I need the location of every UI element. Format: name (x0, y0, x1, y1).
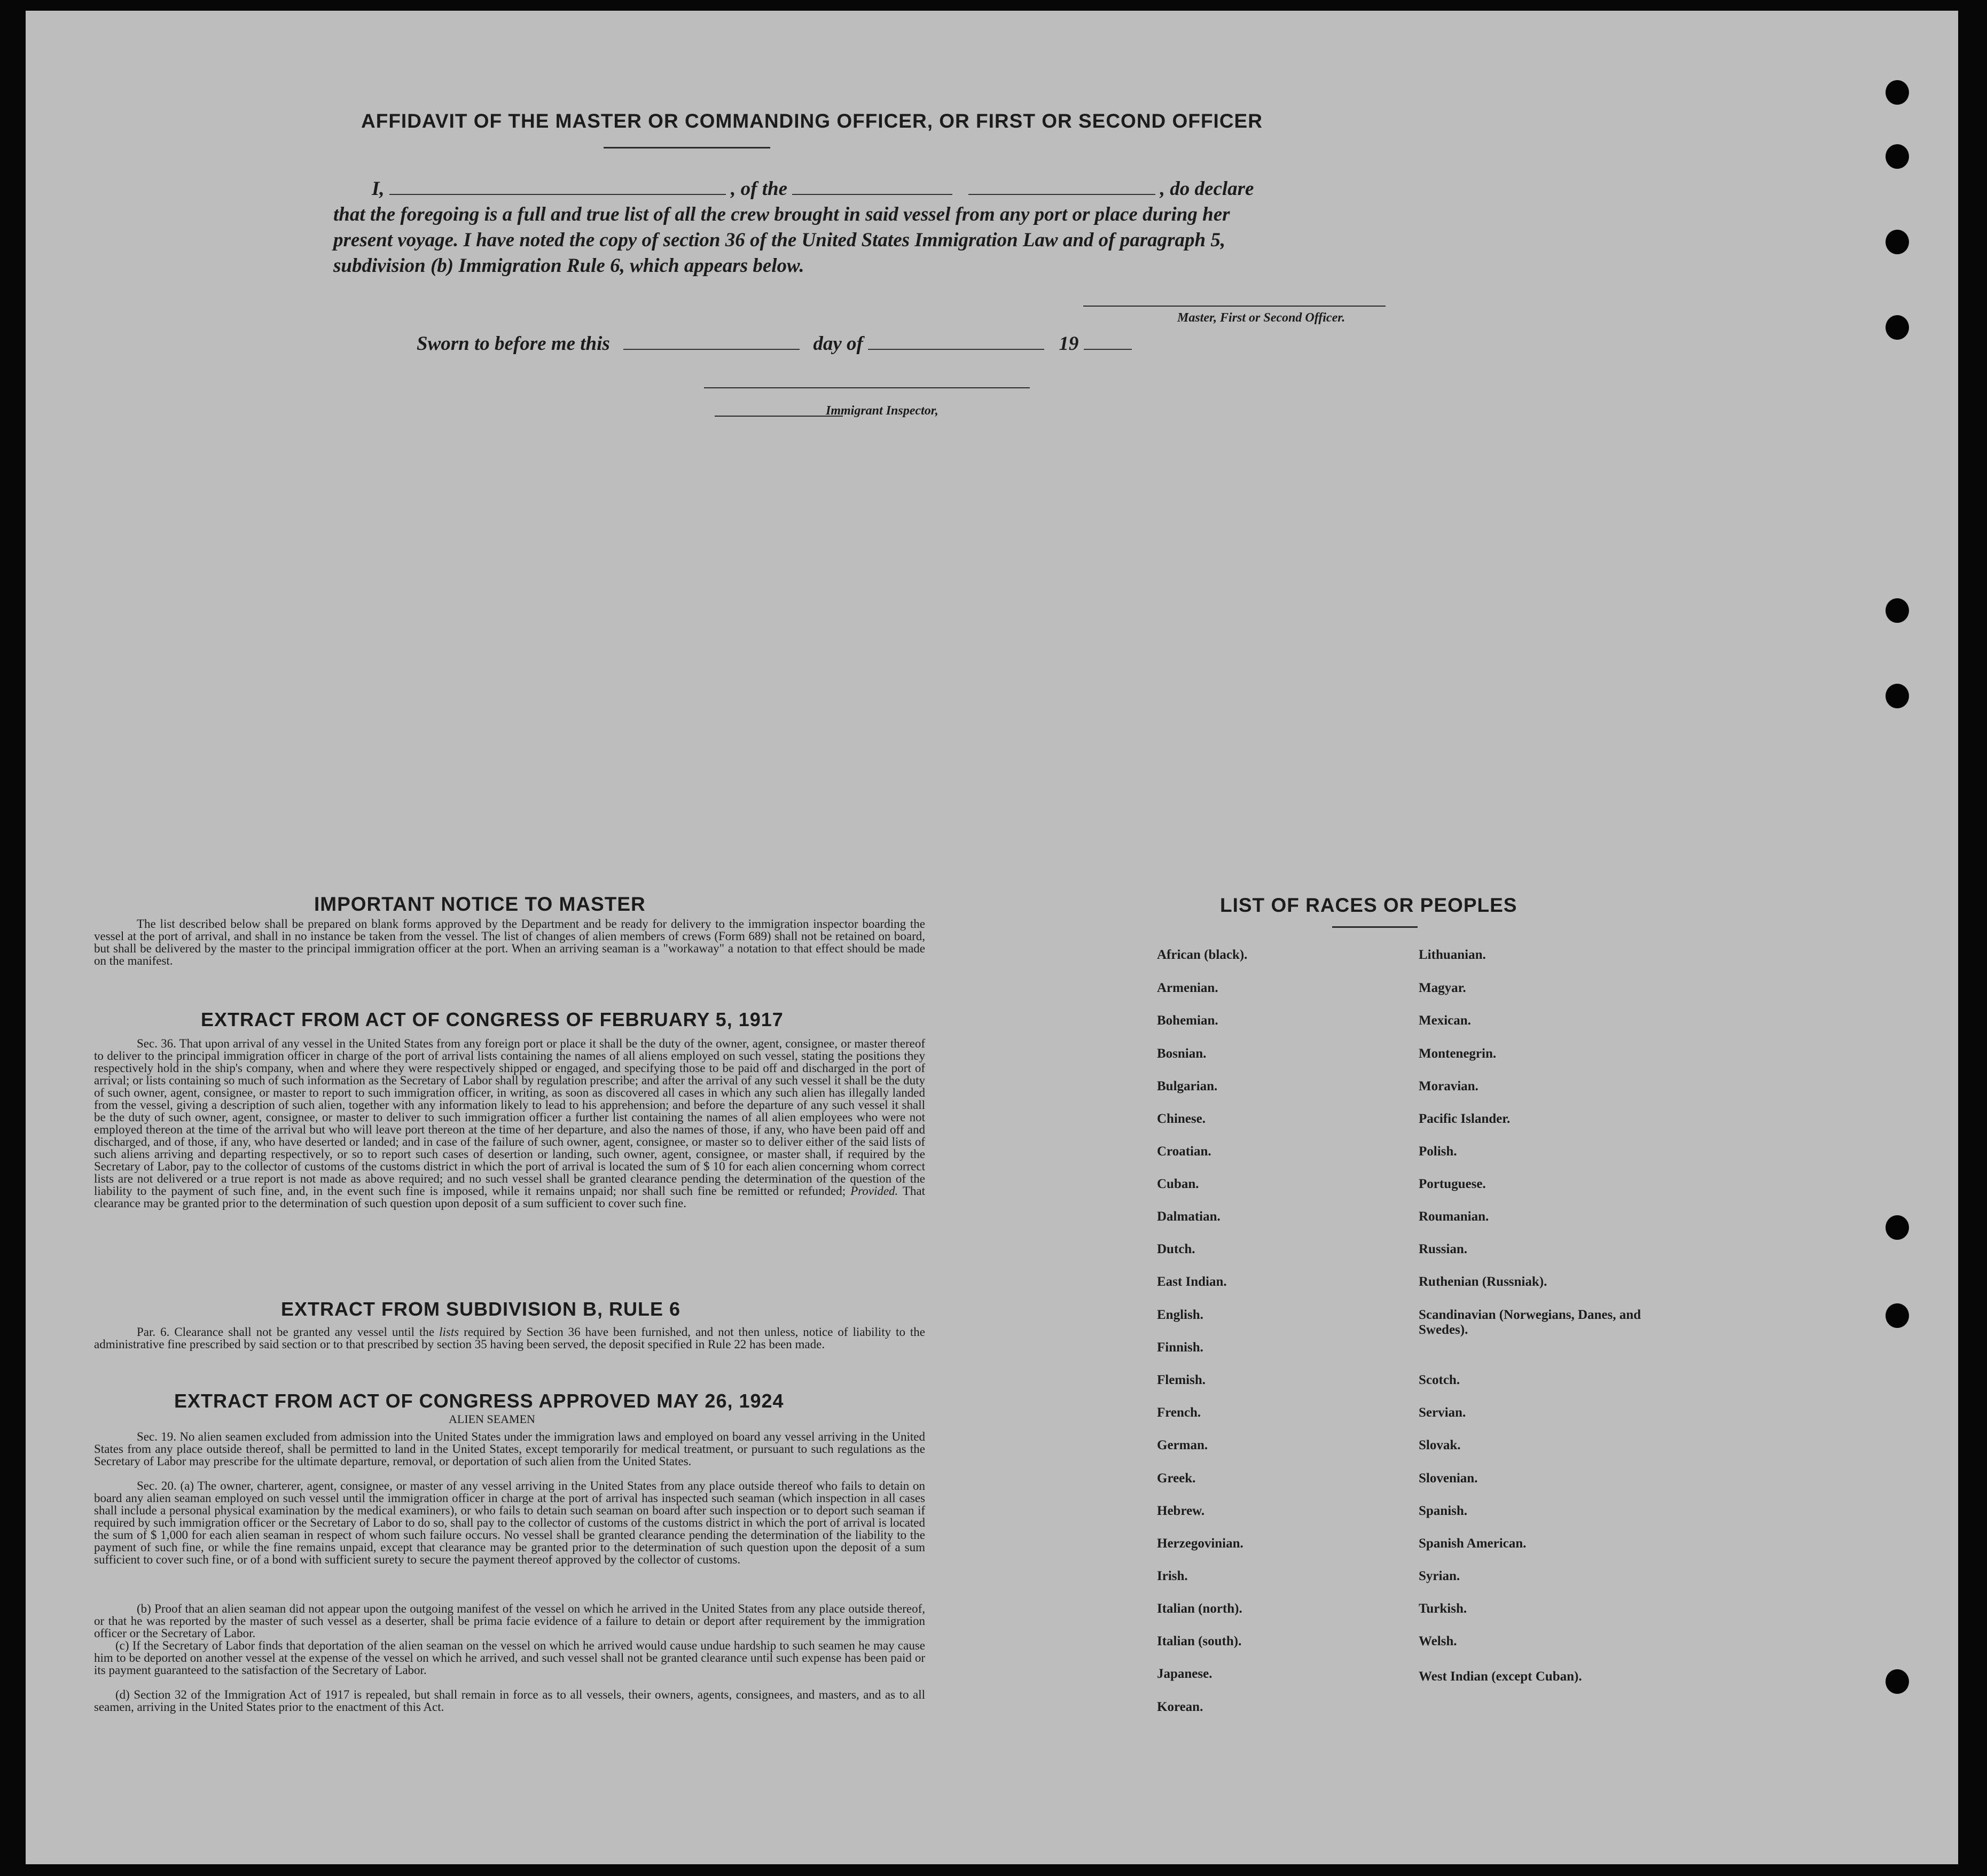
race-item: Dalmatian. (1157, 1209, 1221, 1224)
sec36-text-a: That upon arrival of any vessel in the United States from any foreign port or place it shall be the duty of the owner, agent, consignee, or master thereof to deliver to the principal immigration officer in charge of the port of arrival lists containing the names of all aliens employed on such vessel, stating the positions they respectively hold in the ship's company, when and where they were respectively shipped or engaged, and specifying those to be paid off and discharged in the port of arrival; or lists containing so much of such information as the Secretary of Labor shall by regulation prescribe; and after the arrival of any such vessel it shall be the duty of such owner, agent, consignee, or master to report to such immigration officer, in writing, as soon as discovered all cases in which any such alien has illegally landed from the vessel, giving a description of such alien, together with any information likely to lead to his apprehension; and before the departure of any such vessel it shall be the duty of such owner, agent, consignee, or master to deliver to such immigration officer a further list containing the names of all alien employees who were not employed thereon at the time of the arrival but who will leave port thereon at the time of her departure, and also the names of those, if any, who have been paid off and discharged, and of those, if any, who have deserted or landed; and in case of the failure of such owner, agent, consignee, or master so to deliver either of the said lists of such aliens arriving and departing respectively, or so to report such cases of desertion or landing, such owner, agent, consignee, or master shall, if required by the Secretary of Labor, pay to the collector of customs of the customs district in which the port of arrival is located the sum of $ 10 for each alien concerning whom correct lists are not delivered or a true report is not made as above required; and no such vessel shall be granted clearance pending the determination of the question of the liability to the payment of such fine, and, in the event such fine is imposed, while it remains unpaid; nor shall such fine be remitted or refunded; (94, 1037, 925, 1198)
inspector-short-line (715, 416, 843, 417)
race-item: Servian. (1419, 1405, 1466, 1420)
affidavit-line-4: subdivision (b) Immigration Rule 6, which appears below. (333, 255, 804, 277)
races-title-rule (1332, 926, 1418, 928)
race-item: Welsh. (1419, 1634, 1457, 1648)
race-item: Portuguese. (1419, 1177, 1486, 1191)
race-item: Armenian. (1157, 981, 1218, 995)
punch-hole (1886, 1215, 1909, 1240)
race-item: East Indian. (1157, 1275, 1227, 1289)
sec20-text: Sec. 20. (a) The owner, charterer, agent, consignee, or master of any vessel arriving in the United States from any place outside thereof who fails to detain on board any alien seaman employed on such vessel until the immigration officer in charge at the port of arrival has inspected such seaman (which inspection in all cases shall include a personal physical examination by the medical examiners), or who fails to detain such seaman on board after such inspection or to deport such seaman if required by such immigration officer or the Secretary of Labor to do so, shall pay to the collector of customs of the customs district in which the port of arrival is located the sum of $ 1,000 for each alien seaman in respect of whom such failure occurs. No vessel shall be granted clearance pending the determination of the liability to the payment of such fine, or while the fine remains unpaid, except that clearance may be granted prior to the determination of such question upon the deposit of a sum sufficient to cover such fine, or of a bond with sufficient surety to secure the payment thereof approved by the collector of customs. (94, 1479, 925, 1566)
notice-title: IMPORTANT NOTICE TO MASTER (314, 893, 646, 915)
affidavit-line-1 (372, 176, 1254, 202)
race-item: Syrian. (1419, 1569, 1460, 1583)
rule6-text-b: required by Section 36 have been furnished, and not then unless, notice of liability to the administrative fine prescribed by said section or to that prescribed by section 35 having been served, the deposit specified in Rule 22 has been made. (94, 1325, 925, 1351)
races-title: LIST OF RACES OR PEOPLES (1220, 894, 1517, 916)
race-item: Mexican. (1419, 1013, 1471, 1028)
punch-hole (1886, 684, 1909, 708)
race-item: Bohemian. (1157, 1013, 1218, 1028)
race-item: African (black). (1157, 948, 1248, 962)
punch-hole (1886, 1669, 1909, 1694)
master-signature-line[interactable] (1083, 306, 1386, 307)
race-item: Bosnian. (1157, 1046, 1207, 1061)
sec20d-text: (d) Section 32 of the Immigration Act of 1917 is repealed, but shall remain in force as to all vessels, their owners, agents, consignees, and masters, and as to all seamen, arriving in the United States prior to the enactment of this Act. (94, 1688, 925, 1714)
punch-hole (1886, 598, 1909, 623)
day-of-text: day of (813, 333, 863, 355)
sec20b-text: (b) Proof that an alien seaman did not appear upon the outgoing manifest of the vessel on which he arrived in the United States from any place outside thereof, or that he was reported by the master of such vessel as a deserter, shall be prima facie evidence of a failure to detain or deport after requirement by the immigration officer or the Secretary of Labor. (94, 1602, 925, 1640)
sworn-line (417, 331, 1132, 357)
race-item: Russian. (1419, 1242, 1468, 1256)
race-item: Irish. (1157, 1569, 1188, 1583)
race-item: Chinese. (1157, 1112, 1206, 1126)
extract-1917-text (94, 1037, 925, 1209)
provided-word: Provided. (850, 1184, 898, 1198)
vessel-blank-2[interactable] (968, 178, 1155, 195)
lists-word: lists (439, 1325, 459, 1339)
punch-hole (1886, 1303, 1909, 1328)
sec36-text-b: That clearance may be granted prior to the determination of such question upon deposit of a sum sufficient to cover such fine. (94, 1184, 925, 1210)
punch-hole (1886, 144, 1909, 169)
affidavit-title-rule (604, 147, 770, 148)
race-item: Korean. (1157, 1700, 1203, 1714)
master-label: Master, First or Second Officer. (1177, 311, 1345, 325)
rule6-text (94, 1326, 925, 1350)
do-declare-text: , do declare (1160, 178, 1254, 200)
rule6-title: EXTRACT FROM SUBDIVISION B, RULE 6 (281, 1298, 681, 1320)
race-item: French. (1157, 1405, 1201, 1420)
race-item: Flemish. (1157, 1373, 1206, 1387)
extract-1924-title: EXTRACT FROM ACT OF CONGRESS APPROVED MAY 26, 1924 (174, 1390, 784, 1412)
sec36-label: Sec. 36. (137, 1037, 176, 1050)
race-item: Scotch. (1419, 1373, 1460, 1387)
document-page (26, 11, 1958, 1864)
sworn-month-blank[interactable] (868, 333, 1044, 350)
race-item: Italian (north). (1157, 1601, 1242, 1616)
inspector-signature-line[interactable] (704, 387, 1030, 388)
race-item: German. (1157, 1438, 1208, 1452)
sec20c-text: (c) If the Secretary of Labor finds that deportation of the alien seaman on the vessel on which he arrived would cause undue hardship to such seamen he may cause him to be deported on another vessel at the expense of the vessel on which he arrived, and such vessel shall not be granted clearance until such expense has been paid or its payment guaranteed to the satisfaction of the Secretary of Labor. (94, 1639, 925, 1677)
affidavit-line-3: present voyage. I have noted the copy of section 36 of the United States Immigration Law and of paragraph 5, (333, 229, 1226, 251)
inspector-label: Immigrant Inspector, (826, 404, 938, 418)
of-the-text: , of the (731, 178, 788, 200)
race-item: Moravian. (1419, 1079, 1478, 1093)
race-item: Japanese. (1157, 1667, 1212, 1681)
race-item: Magyar. (1419, 981, 1466, 995)
race-item: Herzegovinian. (1157, 1536, 1243, 1551)
affidavit-title: AFFIDAVIT OF THE MASTER OR COMMANDING OFFICER, OR FIRST OR SECOND OFFICER (361, 110, 1263, 132)
race-item: Pacific Islander. (1419, 1112, 1511, 1126)
race-item: Spanish American. (1419, 1536, 1527, 1551)
notice-text: The list described below shall be prepared on blank forms approved by the Department and be ready for delivery to the immigration inspector boarding the vessel at the port of arrival, and shall in no instance be taken from the vessel. The list of changes of alien members of crews (Form 689) shall not be retained on board, but shall be delivered by the master to the principal immigration officer at the port. When an arriving seaman is a "workaway" a notation to that effect should be made on the manifest. (94, 917, 925, 967)
race-item: Cuban. (1157, 1177, 1199, 1191)
sworn-year-blank[interactable] (1084, 333, 1132, 350)
rule6-text-a: Par. 6. Clearance shall not be granted any vessel until the (137, 1325, 435, 1339)
race-item: Dutch. (1157, 1242, 1195, 1256)
race-item: Croatian. (1157, 1144, 1211, 1159)
year-text: 19 (1059, 333, 1079, 355)
punch-hole (1886, 80, 1909, 105)
vessel-blank[interactable] (792, 178, 952, 195)
extract-1917-title: EXTRACT FROM ACT OF CONGRESS OF FEBRUARY 5, 1917 (201, 1009, 784, 1030)
sworn-text: Sworn to before me this (417, 333, 610, 355)
race-item: Spanish. (1419, 1504, 1468, 1518)
sworn-day-blank[interactable] (623, 333, 800, 350)
punch-hole (1886, 315, 1909, 340)
name-blank[interactable] (389, 178, 726, 195)
sec19-text: Sec. 19. No alien seamen excluded from admission into the United States under the immigration laws and employed on board any vessel arriving in the United States from any place outside thereof, shall be permitted to land in the United States, except temporarily for medical treatment, or pursuant to such regulations as the Secretary of Labor may prescribe for the ultimate departure, removal, or deportation of such alien from the United States. (94, 1430, 925, 1468)
race-item: Slovak. (1419, 1438, 1461, 1452)
race-item: Ruthenian (Russniak). (1419, 1275, 1547, 1289)
race-item: Italian (south). (1157, 1634, 1242, 1648)
race-item: Turkish. (1419, 1601, 1467, 1616)
race-item: West Indian (except Cuban). (1419, 1669, 1582, 1684)
race-item: Bulgarian. (1157, 1079, 1218, 1093)
race-item: Greek. (1157, 1471, 1196, 1486)
race-item: Slovenian. (1419, 1471, 1478, 1486)
affidavit-line-2: that the foregoing is a full and true list of all the crew brought in said vessel from any port or place during her (333, 204, 1230, 225)
race-item: Finnish. (1157, 1340, 1203, 1355)
race-item: Lithuanian. (1419, 948, 1486, 962)
alien-seamen-subtitle: ALIEN SEAMEN (449, 1412, 535, 1426)
race-item: Polish. (1419, 1144, 1457, 1159)
race-item: Hebrew. (1157, 1504, 1205, 1518)
race-item: Roumanian. (1419, 1209, 1489, 1224)
race-item: English. (1157, 1308, 1203, 1322)
race-item: Montenegrin. (1419, 1046, 1497, 1061)
i-label: I, (372, 178, 385, 200)
race-item: Scandinavian (Norwegians, Danes, and Swedes). (1419, 1308, 1641, 1337)
punch-hole (1886, 230, 1909, 254)
